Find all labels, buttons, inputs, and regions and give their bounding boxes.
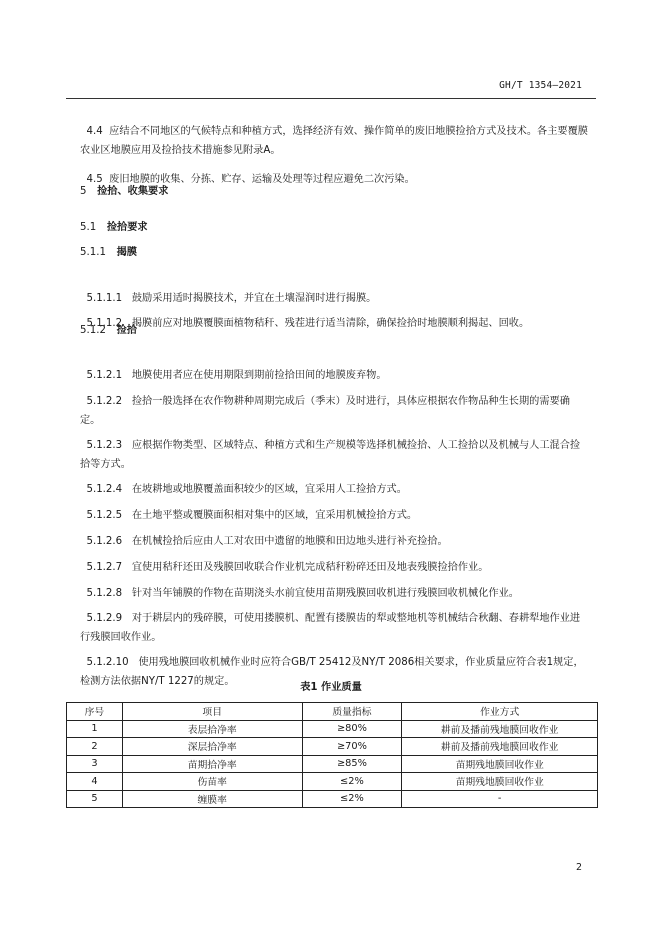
clause-number: 5.1.2.6: [86, 536, 123, 547]
clause-number: 5.1.2.2: [86, 396, 123, 407]
clause-number: 5.1.1.2: [86, 318, 123, 329]
clause-text: 地膜使用者应在使用期限到期前捡拾田间的地膜废弃物。: [131, 370, 387, 381]
clause-text: 应结合不同地区的气候特点和种植方式，选择经济有效、操作简单的废旧地膜捡拾方式及技术。各主要覆膜农业区地膜应用及捡拾技术措施参见附录A。: [80, 126, 588, 156]
table-cell: 深层拾净率: [122, 738, 302, 756]
section-5-1-1-heading: [80, 243, 137, 262]
page-number: 2: [575, 862, 582, 873]
column-header: 序号: [67, 703, 123, 721]
table-cell: ≤2%: [302, 773, 402, 791]
clause-text: 捡拾一般选择在农作物耕种周期完成后（季末）及时进行，具体应根据农作物品种生长期的需要确定。: [80, 396, 570, 426]
clause-text: 对于耕层内的残碎膜，可使用搂膜机、配置有搂膜齿的犁或整地机等机械结合秋翻、春耕犁地作业进行残膜回收作业。: [80, 613, 581, 643]
column-header: 作业方式: [402, 703, 598, 721]
table-cell: ≥70%: [302, 738, 402, 756]
clause-number: 4.5: [86, 174, 103, 185]
section-5-heading: [80, 182, 168, 201]
table-cell: 4: [67, 773, 123, 791]
section-number: 5.1: [80, 222, 97, 233]
table-cell: 伤苗率: [122, 773, 302, 791]
table-cell: ≥85%: [302, 755, 402, 773]
clause-text: 废旧地膜的收集、分拣、贮存、运输及处理等过程应避免二次污染。: [109, 174, 415, 185]
clause-text: 鼓励采用适时揭膜技术，并宜在土壤湿润时进行揭膜。: [131, 293, 377, 304]
table-row: [67, 790, 598, 808]
section-number: 5: [80, 186, 87, 197]
section-5-1-heading: [80, 218, 148, 237]
section-5-1-2-heading: [80, 321, 137, 340]
table-cell: 表层拾净率: [122, 720, 302, 738]
clause-text: 针对当年铺膜的作物在苗期浇头水前宜使用苗期残膜回收机进行残膜回收机械化作业。: [131, 588, 519, 599]
section-title: 揭膜: [116, 247, 137, 258]
clause-number: 5.1.2.1: [86, 370, 123, 381]
table-cell: 5: [67, 790, 123, 808]
section-number: 5.1.1: [80, 247, 106, 258]
section-title: 捡拾、收集要求: [97, 186, 169, 197]
clause-number: 5.1.1.1: [86, 293, 123, 304]
clause-number: 4.4: [86, 126, 103, 137]
clause-5-1-1-2: [80, 295, 588, 333]
table-cell: 苗期残地膜回收作业: [402, 755, 598, 773]
table-cell: 耕前及播前残地膜回收作业: [402, 738, 598, 756]
clause-number: 5.1.2.10: [86, 657, 129, 668]
clause-text: 在土地平整或覆膜面积相对集中的区域，宜采用机械捡拾方式。: [131, 510, 418, 521]
table-row: [67, 738, 598, 756]
table-row: [67, 773, 598, 791]
table-row: [67, 720, 598, 738]
clause-text: 应根据作物类型、区域特点、种植方式和生产规模等选择机械捡拾、人工捡拾以及机械与人工混合捡拾等方式。: [80, 440, 581, 470]
clause-number: 5.1.2.4: [86, 484, 123, 495]
clause-text: 揭膜前应对地膜覆膜面植物秸秆、残茬进行适当清除，确保捡拾时地膜顺利揭起、回收。: [131, 318, 530, 329]
document-code: GH/T 1354—2021: [499, 80, 582, 91]
column-header: 项目: [122, 703, 302, 721]
clause-number: 5.1.2.7: [86, 562, 123, 573]
clause-text: 宜使用秸秆还田及残膜回收联合作业机完成秸秆粉碎还田及地表残膜捡拾作业。: [131, 562, 489, 573]
table-cell: 苗期拾净率: [122, 755, 302, 773]
table-cell: 3: [67, 755, 123, 773]
section-title: 捡拾要求: [106, 222, 148, 233]
work-quality-table: [66, 702, 598, 808]
table-header-row: [67, 703, 598, 721]
clause-number: 5.1.2.8: [86, 588, 123, 599]
table-cell: 1: [67, 720, 123, 738]
section-title: 捡拾: [116, 325, 137, 336]
table-cell: -: [402, 790, 598, 808]
table-cell: 耕前及播前残地膜回收作业: [402, 720, 598, 738]
clause-text: 在坡耕地或地膜覆盖面积较少的区域，宜采用人工捡拾方式。: [131, 484, 407, 495]
clause-text: 在机械捡拾后应由人工对农田中遗留的地膜和田边地头进行补充捡拾。: [131, 536, 448, 547]
clause-number: 5.1.2.9: [86, 613, 123, 624]
section-number: 5.1.2: [80, 325, 106, 336]
table-cell: 2: [67, 738, 123, 756]
column-header: 质量指标: [302, 703, 402, 721]
clause-text: 使用残地膜回收机械作业时应符合GB/T 25412及NY/T 2086相关要求，作业质量应符合表1规定，检测方法依据NY/T 1227的规定。: [80, 657, 584, 687]
header-rule: [66, 98, 596, 99]
table-cell: 缠膜率: [122, 790, 302, 808]
clause-number: 5.1.2.5: [86, 510, 123, 521]
table-cell: ≤2%: [302, 790, 402, 808]
clause-number: 5.1.2.3: [86, 440, 123, 451]
table-cell: 苗期残地膜回收作业: [402, 773, 598, 791]
table-cell: ≥80%: [302, 720, 402, 738]
table-caption: 表1 作业质量: [300, 682, 362, 693]
table-row: [67, 755, 598, 773]
